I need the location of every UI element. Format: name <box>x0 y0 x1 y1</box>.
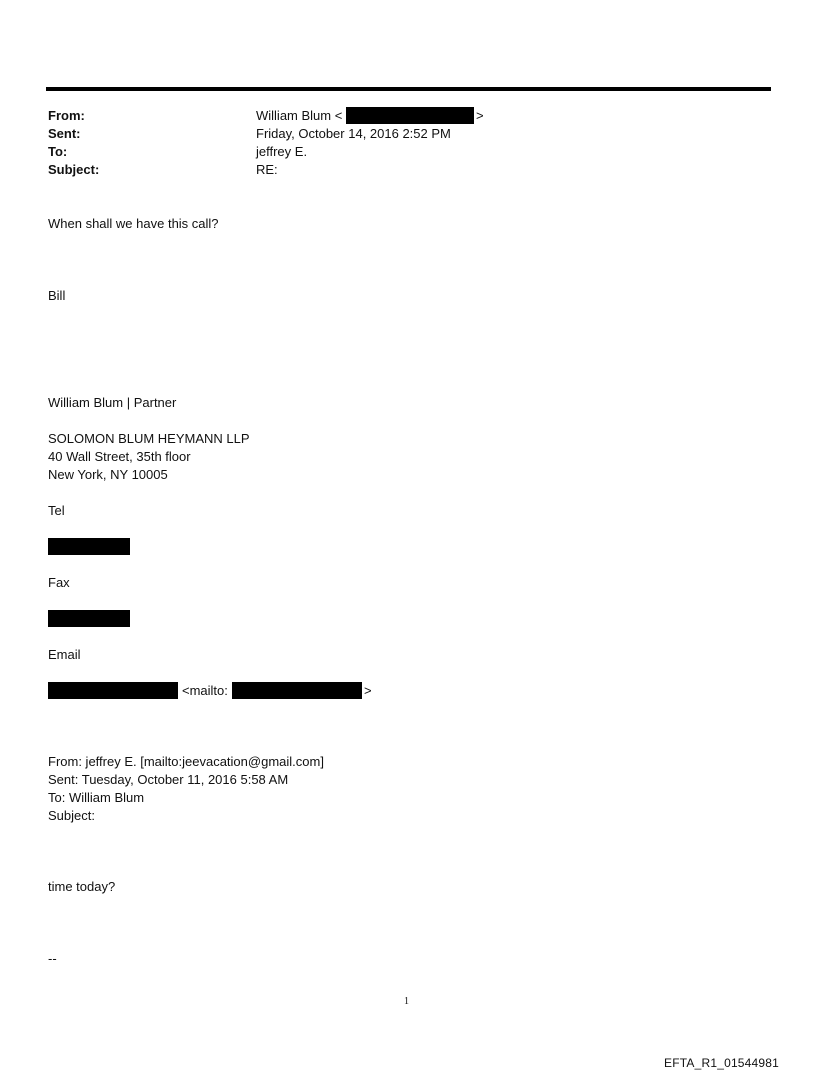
signoff: Bill <box>48 288 66 303</box>
signature-name-title: William Blum | Partner <box>48 395 177 410</box>
signature-firm: SOLOMON BLUM HEYMANN LLP <box>48 431 250 446</box>
to-label: To: <box>48 144 68 159</box>
subject-label: Subject: <box>48 162 100 177</box>
page-number: 1 <box>404 996 409 1007</box>
mailto-close: > <box>364 683 372 698</box>
to-value: jeffrey E. <box>256 144 308 159</box>
document-id: EFTA_R1_01544981 <box>664 1056 780 1070</box>
subject-value: RE: <box>256 162 278 177</box>
quoted-body: time today? <box>48 879 116 894</box>
from-close-bracket: > <box>476 108 484 123</box>
quoted-from: From: jeffrey E. [mailto:jeevacation@gmail.com] <box>48 754 324 769</box>
email-redaction <box>48 682 178 699</box>
tel-redaction <box>48 538 130 555</box>
fax-label: Fax <box>48 575 70 590</box>
quoted-dashes: -- <box>48 951 57 966</box>
sent-value: Friday, October 14, 2016 2:52 PM <box>256 126 451 141</box>
signature-address-2: New York, NY 10005 <box>48 467 168 482</box>
quoted-subject: Subject: <box>48 808 95 823</box>
mailto-open: <mailto: <box>182 683 228 698</box>
signature-address-1: 40 Wall Street, 35th floor <box>48 449 191 464</box>
email-label: Email <box>48 647 81 662</box>
from-value: William Blum < <box>256 108 343 123</box>
from-email-redaction <box>346 107 474 124</box>
sent-label: Sent: <box>48 126 81 141</box>
mailto-redaction <box>232 682 362 699</box>
from-label: From: <box>48 108 85 123</box>
body-line: When shall we have this call? <box>48 216 219 231</box>
fax-redaction <box>48 610 130 627</box>
quoted-sent: Sent: Tuesday, October 11, 2016 5:58 AM <box>48 772 289 787</box>
tel-label: Tel <box>48 503 65 518</box>
header-rule <box>46 87 771 91</box>
quoted-to: To: William Blum <box>48 790 145 805</box>
